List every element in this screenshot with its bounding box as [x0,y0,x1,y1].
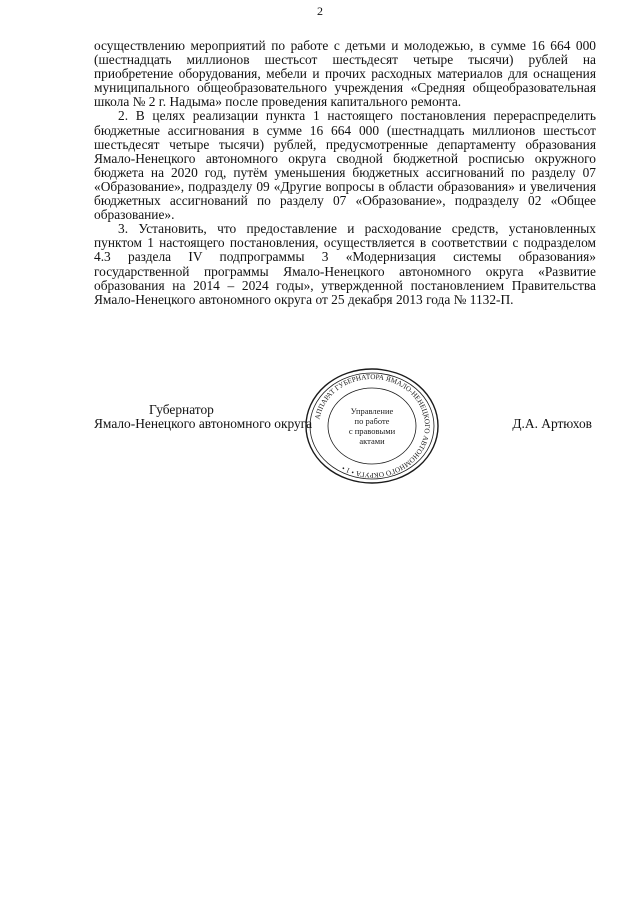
official-seal-stamp [302,366,442,486]
signature-title: Губернатор [149,402,214,417]
stamp-ring-text: АППАРАТ ГУБЕРНАТОРА ЯМАЛО-НЕНЕЦКОГО АВТОНОМНОГО ОКРУГА • 1 • [313,372,432,480]
stamp-inner-line-1: Управление [350,406,394,416]
stamp-inner-line-3: с правовыми [348,426,396,436]
paragraph-continuation: осуществлению мероприятий по работе с детьми и молодежью, в сумме 16 664 000 (шестнадцать миллионов шестьсот шестьдесят четыре тысячи) рублей на приобретение оборудования, мебели и прочих расходных материалов для оснащения муниципального общеобразовательного учреждения «Средняя общеобразовательная школа № 2 г. Надыма» после проведения капитального ремонта. [94,38,596,110]
body-text [94,39,596,307]
stamp-inner-line-2: по работе [354,416,390,426]
signature-region: Ямало-Ненецкого автономного округа [94,416,313,431]
signature-name: Д.А. Артюхов [512,416,592,431]
paragraph-2: 2. В целях реализации пункта 1 настоящего постановления перераспределить бюджетные ассигнования в сумме 16 664 000 (шестнадцать миллионов шестьсот шестьдесят четыре тысячи) рублей, предусмотренные департаменту образования Ямало-Ненецкого автономного округа сводной бюджетной росписью окружного бюджета на 2020 год, путём уменьшения бюджетных ассигнований по разделу 07 «Образование», подразделу 09 «Другие вопросы в области образования» и увеличения бюджетных ассигнований по разделу 07 «Образование», подразделу 02 «Общее образование». [94,108,596,223]
stamp-inner-line-4: актами [359,436,385,446]
paragraph-3: 3. Установить, что предоставление и расходование средств, установленных пунктом 1 настоящего постановления, осуществляется в соответствии с подразделом 4.3 раздела IV подпрограммы 3 «Модернизация системы образования» государственной программы Ямало-Ненецкого автономного округа «Развитие образования на 2014 – 2024 годы», утвержденной постановлением Правительства Ямало-Ненецкого автономного округа от 25 декабря 2013 года № 1132-П. [94,221,596,307]
page-number: 2 [317,4,323,18]
